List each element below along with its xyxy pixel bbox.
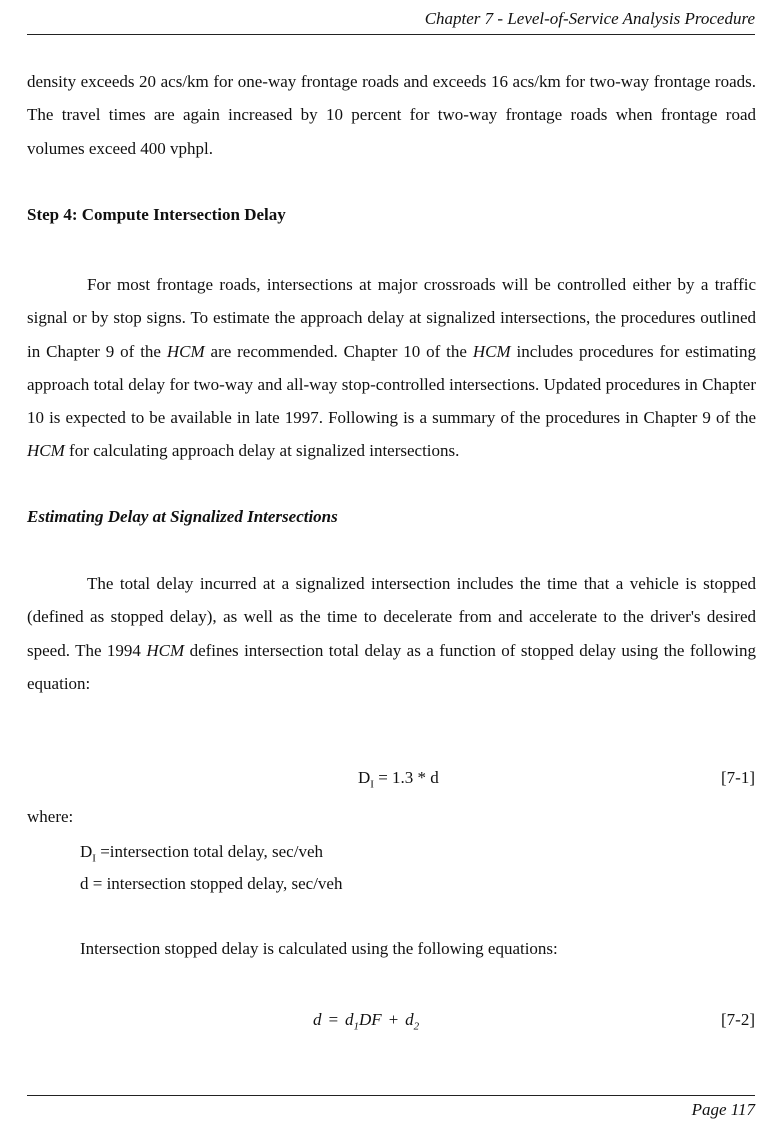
equation-7-1: $D_I = 1.3 * d$ (358, 768, 439, 791)
step-heading: Step 4: Compute Intersection Delay (27, 205, 286, 224)
definition-stopped-delay: d = intersection stopped delay, sec/veh (80, 874, 343, 893)
equation-number-7-1: [7-1] (721, 768, 755, 787)
paragraph-stopped-delay-intro: Intersection stopped delay is calculated using the following equations: (80, 939, 558, 958)
paragraph-intersection-control: For most frontage roads, intersections at major crossroads will be controlled either by a traffic signal or by stop signs. To estimate the approach delay at signalized intersections, the procedures outlined in Chapter 9 of the HCM are recommended. Chapter 10 of the HCM includes procedures for estimating approach total delay for two-way and all-way stop-controlled intersections. Updated procedures in Chapter 10 is expected to be available in late 1997. Following is a summary of the procedures in Chapter 9 of the HCM for calculating approach delay at signalized intersections. (27, 275, 756, 461)
page-header (27, 8, 755, 35)
footer-rule (27, 1095, 755, 1096)
page-number: Page 117 (691, 1100, 755, 1119)
paragraph-frontage-density: density exceeds 20 acs/km for one-way frontage roads and exceeds 16 acs/km for two-way frontage roads. The travel times are again increased by 10 percent for two-way frontage roads when frontage road volumes exceed 400 vphpl. (27, 72, 756, 158)
paragraph-total-delay: The total delay incurred at a signalized intersection includes the time that a vehicle is stopped (defined as stopped delay), as well as the time to decelerate from and accelerate to the driver's desired speed. The 1994 HCM defines intersection total delay as a function of stopped delay using the following equation: (27, 574, 756, 693)
equation-7-2: $d = d_1DF + d_2$ (313, 1010, 420, 1033)
section-subheading: Estimating Delay at Signalized Intersections (27, 507, 338, 526)
chapter-title: Chapter 7 - Level-of-Service Analysis Procedure (424, 9, 755, 28)
equation-number-7-2: [7-2] (721, 1010, 755, 1029)
where-label: where: (27, 807, 74, 826)
definition-total-delay: $D_I$ =intersection total delay, sec/veh (80, 842, 323, 865)
